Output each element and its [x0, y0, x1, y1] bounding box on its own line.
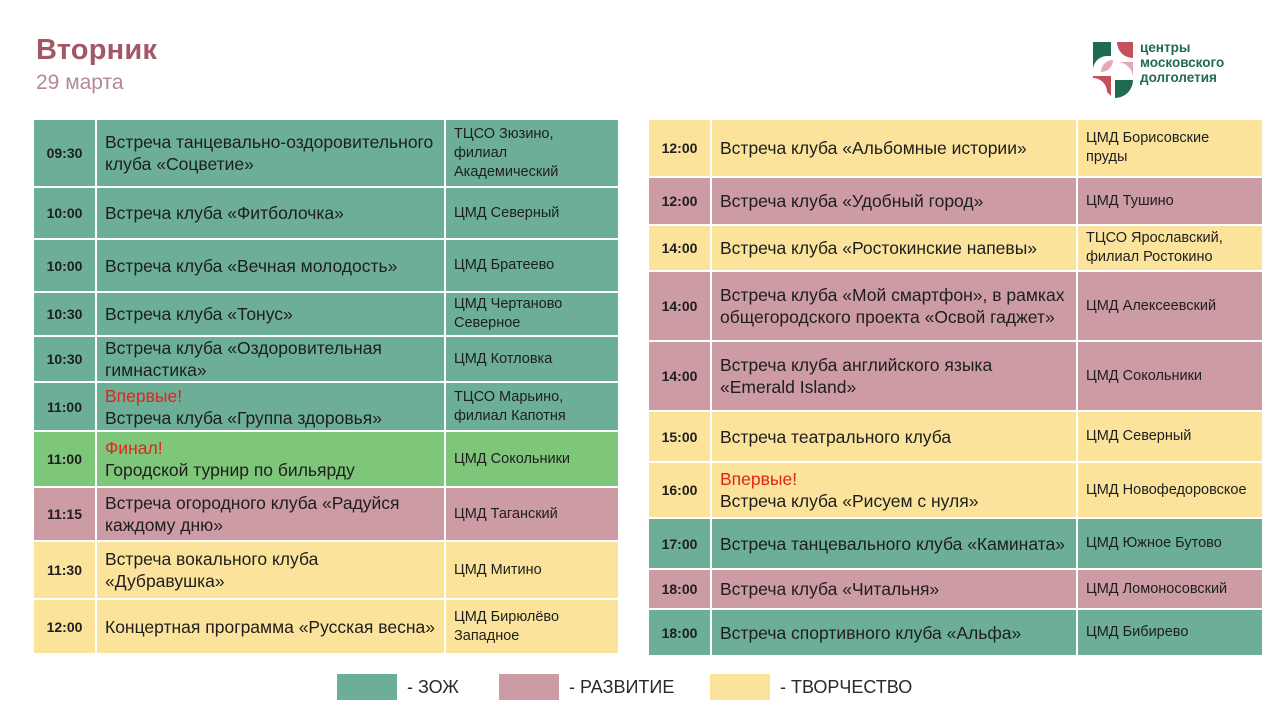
event-title: Встреча клуба «Группа здоровья»	[105, 407, 382, 428]
event-cell	[96, 382, 445, 431]
event-cell	[96, 431, 445, 487]
event-title: Концертная программа «Русская весна»	[105, 616, 435, 637]
schedule-row	[648, 341, 1263, 411]
event-note: Впервые!	[105, 385, 183, 406]
event-title: Встреча клуба «Рисуем с нуля»	[720, 491, 979, 511]
event-time: 14:00	[648, 225, 711, 271]
event-time: 12:00	[648, 177, 711, 225]
event-cell	[711, 411, 1077, 462]
schedule-row	[33, 239, 619, 292]
event-time: 18:00	[648, 609, 711, 656]
schedule-row	[33, 382, 619, 431]
event-cell	[711, 518, 1077, 569]
event-time: 17:00	[648, 518, 711, 569]
schedule-row	[648, 569, 1263, 609]
event-cell	[96, 187, 445, 239]
event-title: Встреча танцевально-оздоровительного клуба «Соцветие»	[105, 132, 434, 174]
event-location: ЦМД Сокольники	[445, 431, 619, 487]
schedule-row	[33, 487, 619, 541]
legend-label-zozh: - ЗОЖ	[407, 676, 459, 697]
event-title: Встреча театрального клуба	[720, 426, 952, 447]
event-title: Встреча клуба «Читальня»	[720, 579, 940, 599]
event-note: Финал!	[105, 438, 163, 458]
event-cell	[96, 541, 445, 599]
event-location: ЦМД Братеево	[445, 239, 619, 292]
event-time: 18:00	[648, 569, 711, 609]
schedule-row	[33, 431, 619, 487]
event-location: ЦМД Котловка	[445, 336, 619, 382]
event-title: Встреча вокального клуба «Дубравушка»	[105, 549, 319, 591]
legend-tvorchestvo	[710, 674, 912, 700]
event-location: ТЦСО Зюзино, филиал Академический	[445, 119, 619, 187]
event-title: Встреча спортивного клуба «Альфа»	[720, 622, 1022, 643]
event-title: Встреча клуба английского языка «Emerald Island»	[720, 355, 993, 397]
legend-swatch-zozh	[337, 674, 397, 700]
event-location: ЦМД Бирюлёво Западное	[445, 599, 619, 654]
event-cell	[96, 336, 445, 382]
schedule-table-right	[647, 118, 1264, 657]
event-title: Встреча клуба «Ростокинские напевы»	[720, 238, 1038, 258]
event-time: 14:00	[648, 271, 711, 341]
legend-razvitie	[499, 674, 674, 700]
event-cell	[711, 569, 1077, 609]
event-cell	[96, 487, 445, 541]
event-location: ЦМД Митино	[445, 541, 619, 599]
schedule-row	[33, 119, 619, 187]
schedule-table-left	[32, 118, 620, 655]
event-location: ЦМД Алексеевский	[1077, 271, 1263, 341]
event-cell	[711, 119, 1077, 177]
event-time: 11:00	[33, 382, 96, 431]
event-location: ЦМД Бибирево	[1077, 609, 1263, 656]
event-title: Встреча клуба «Фитболочка»	[105, 203, 344, 223]
event-location: ЦМД Борисовские пруды	[1077, 119, 1263, 177]
event-title: Встреча танцевального клуба «Камината»	[720, 533, 1065, 554]
logo-text-line-2: московского	[1140, 55, 1225, 70]
legend-swatch-razvitie	[499, 674, 559, 700]
event-title: Городской турнир по бильярду	[105, 460, 355, 480]
schedule-row	[648, 411, 1263, 462]
event-location: ЦМД Новофедоровское	[1077, 462, 1263, 518]
schedule-row	[648, 518, 1263, 569]
schedule-row	[33, 541, 619, 599]
event-location: ЦМД Тушино	[1077, 177, 1263, 225]
event-time: 15:00	[648, 411, 711, 462]
event-cell	[96, 239, 445, 292]
day-title: Вторник	[36, 34, 158, 66]
event-time: 10:30	[33, 336, 96, 382]
event-note: Впервые!	[720, 469, 798, 489]
schedule-row	[648, 119, 1263, 177]
schedule-row	[648, 271, 1263, 341]
event-time: 09:30	[33, 119, 96, 187]
event-title: Встреча клуба «Тонус»	[105, 304, 293, 324]
logo-text-line-3: долголетия	[1140, 70, 1217, 85]
event-location: ЦМД Сокольники	[1077, 341, 1263, 411]
event-cell	[711, 462, 1077, 518]
event-cell	[711, 271, 1077, 341]
event-cell	[96, 119, 445, 187]
logo-text-line-1: центры	[1140, 40, 1191, 55]
event-location: ЦМД Ломоносовский	[1077, 569, 1263, 609]
event-title: Встреча клуба «Удобный город»	[720, 191, 984, 211]
event-title: Встреча клуба «Оздоровительная гимнастика»	[105, 338, 382, 380]
event-time: 10:30	[33, 292, 96, 336]
event-cell	[96, 599, 445, 654]
event-title: Встреча клуба «Вечная молодость»	[105, 255, 398, 276]
event-location: ЦМД Южное Бутово	[1077, 518, 1263, 569]
schedule-row	[648, 609, 1263, 656]
event-cell	[711, 609, 1077, 656]
event-time: 16:00	[648, 462, 711, 518]
schedule-row	[33, 599, 619, 654]
legend-label-tvorchestvo: - ТВОРЧЕСТВО	[780, 676, 913, 697]
event-time: 10:00	[33, 239, 96, 292]
event-time: 12:00	[33, 599, 96, 654]
event-title: Встреча клуба «Мой смартфон», в рамках общегородского проекта «Освой гаджет»	[720, 285, 1065, 327]
event-cell	[711, 177, 1077, 225]
logo	[1093, 40, 1263, 98]
logo-mark-icon	[1093, 42, 1135, 98]
event-location: ЦМД Северный	[1077, 411, 1263, 462]
event-location: ТЦСО Ярославский, филиал Ростокино	[1077, 225, 1263, 271]
event-location: ЦМД Северный	[445, 187, 619, 239]
event-title: Встреча огородного клуба «Радуйся каждому дню»	[105, 493, 400, 535]
schedule-row	[648, 177, 1263, 225]
schedule-row	[648, 462, 1263, 518]
event-location: ТЦСО Марьино, филиал Капотня	[445, 382, 619, 431]
schedule-row	[33, 336, 619, 382]
event-location: ЦМД Чертаново Северное	[445, 292, 619, 336]
event-time: 11:30	[33, 541, 96, 599]
event-time: 11:15	[33, 487, 96, 541]
schedule-row	[33, 187, 619, 239]
event-time: 11:00	[33, 431, 96, 487]
event-time: 14:00	[648, 341, 711, 411]
date-subtitle: 29 марта	[36, 71, 124, 94]
schedule-row	[33, 292, 619, 336]
event-time: 12:00	[648, 119, 711, 177]
event-location: ЦМД Таганский	[445, 487, 619, 541]
schedule-row	[648, 225, 1263, 271]
legend-label-razvitie: - РАЗВИТИЕ	[569, 676, 675, 697]
event-cell	[711, 225, 1077, 271]
legend-zozh	[337, 674, 459, 700]
event-time: 10:00	[33, 187, 96, 239]
legend-swatch-tvorchestvo	[710, 674, 770, 700]
event-title: Встреча клуба «Альбомные истории»	[720, 138, 1027, 158]
event-cell	[96, 292, 445, 336]
event-cell	[711, 341, 1077, 411]
